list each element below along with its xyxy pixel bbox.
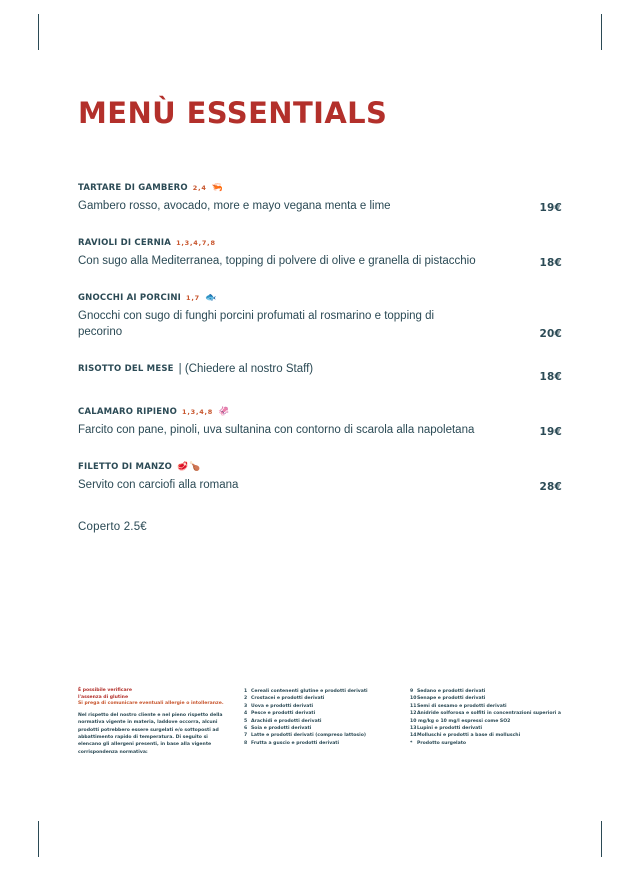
legend-item-symbol: *	[410, 740, 413, 746]
menu-item-allergens: 1,3,4,7,8	[176, 239, 216, 247]
menu-item	[78, 461, 562, 493]
cover-charge: Coperto 2.5€	[78, 521, 147, 533]
menu-item	[78, 363, 562, 383]
legend-item	[244, 703, 396, 710]
menu-item-name: RISOTTO DEL MESE	[78, 364, 174, 374]
legend-column-a	[244, 688, 396, 756]
legend-item-symbol: 4	[244, 711, 248, 717]
legend-item	[244, 725, 396, 732]
menu-item-allergens: 1,3,4,8	[182, 408, 214, 416]
legend-item-symbol: 8	[244, 740, 248, 746]
legend-item-symbol: 12	[410, 711, 417, 717]
meat-icon: 🥩🍗	[177, 462, 202, 472]
legend-item-symbol: 2	[244, 696, 248, 702]
legend-item-text: Latte e prodotti derivati (compreso lattosio)	[251, 733, 366, 739]
legend-item-text: Cereali contenenti glutine e prodotti derivati	[251, 689, 368, 694]
legend-item	[244, 732, 396, 739]
menu-item-description: Gnocchi con sugo di funghi porcini profumati al rosmarino e topping di pecorino	[78, 310, 435, 338]
legend-item-symbol: 13	[410, 726, 417, 732]
fish-icon: 🐟	[204, 293, 218, 303]
legend-item	[410, 710, 562, 725]
legend-allergy-note: Si prega di comunicare eventuali allergie o intolleranze.	[78, 701, 224, 707]
menu-item-description: Gambero rosso, avocado, more e mayo vegana menta e lime	[78, 200, 391, 212]
menu-item-description: Farcito con pane, pinoli, uva sultanina con contorno di scarola alla napoletana	[78, 424, 475, 436]
menu-item-name: FILETTO DI MANZO	[78, 462, 173, 472]
legend-item-symbol: 5	[244, 718, 248, 724]
legend-item-symbol: 3	[244, 703, 248, 709]
legend-item-text: Sedano e prodotti derivati	[417, 689, 486, 694]
legend-item	[244, 718, 396, 725]
menu-item	[78, 237, 562, 269]
menu-item-list	[78, 182, 562, 493]
legend-item-symbol: 11	[410, 703, 417, 709]
menu-item-name: TARTARE DI GAMBERO	[78, 183, 188, 193]
legend-item-text: Frutta a guscio e prodotti derivati	[251, 740, 340, 746]
legend-item-symbol: 9	[410, 689, 414, 694]
legend-item-text: Uova e prodotti derivati	[251, 703, 314, 709]
legend-item	[244, 688, 396, 695]
menu-item-price: 19€	[539, 202, 562, 214]
legend-item-symbol: 7	[244, 733, 248, 739]
menu-item-header	[78, 237, 562, 250]
legend-item-text: Semi di sesamo e prodotti derivati	[417, 703, 507, 709]
squid-icon: 🦑	[218, 407, 231, 417]
menu-item	[78, 406, 562, 438]
menu-item-price: 20€	[539, 328, 562, 340]
menu-item-description: Servito con carciofi alla romana	[78, 479, 239, 491]
menu-item-header	[78, 292, 562, 305]
menu-item	[78, 292, 562, 340]
menu-item-allergens: 2,4	[192, 184, 207, 192]
menu-item-name: CALAMARO RIPIENO	[78, 407, 178, 417]
legend-item-symbol: 6	[244, 726, 248, 732]
menu-item-header	[78, 363, 562, 376]
legend-item-text: Arachidi e prodotti derivati	[251, 718, 322, 724]
legend-item-text: Soia e prodotti derivati	[251, 726, 312, 732]
menu-item-name: GNOCCHI AI PORCINI	[78, 293, 182, 303]
legend-note-body: Nel rispetto del nostro cliente e nel pieno rispetto della normativa vigente in materia, laddove occorra, alcuni prodotti potrebbero essere surgelati e/o sottoposti ad abbattimento rapido di temperatura. Di seguito si elencano gli allergeni presenti, in base alla vigente corrispondenza normativa:	[78, 712, 223, 755]
legend-warning-title: È possibile verificare	[78, 688, 132, 693]
legend-item-text: Pesce e prodotti derivati	[251, 711, 316, 717]
legend-item-text: Lupini e prodotti derivati	[417, 726, 483, 732]
legend-item-symbol: 14	[410, 733, 417, 739]
legend-item	[410, 740, 562, 747]
legend-item-symbol: 1	[244, 689, 248, 694]
menu-item-price: 19€	[539, 426, 562, 438]
menu-item-price: 28€	[539, 481, 562, 493]
page-title: MENÙ ESSENTIALS	[78, 96, 388, 130]
legend-item	[410, 732, 562, 739]
legend-item-text: Prodotto surgelato	[417, 740, 467, 746]
legend-item-text: Crostacei e prodotti derivati	[251, 696, 325, 702]
menu-item-allergens: 1,7	[186, 294, 200, 302]
legend-item	[244, 710, 396, 717]
allergen-legend	[78, 688, 562, 756]
legend-item-symbol: 10	[410, 696, 417, 702]
legend-item	[244, 740, 396, 747]
legend-item	[244, 695, 396, 702]
menu-item-header	[78, 461, 562, 474]
menu-item	[78, 182, 562, 214]
legend-warning-subtitle: l'assenza di glutine	[78, 694, 129, 700]
legend-item	[410, 688, 562, 695]
legend-item-text: Molluschi e prodotti a base di molluschi	[417, 733, 521, 739]
legend-column-b	[410, 688, 562, 756]
menu-item-description: Con sugo alla Mediterranea, topping di polvere di olive e granella di pistacchio	[78, 255, 476, 267]
legend-note-column	[78, 688, 230, 756]
menu-item-price: 18€	[539, 257, 562, 269]
menu-item-name: RAVIOLI DI CERNIA	[78, 238, 172, 248]
menu-item-note: | (Chiedere al nostro Staff)	[178, 363, 314, 375]
legend-item	[410, 703, 562, 710]
shrimp-icon: 🦐	[211, 183, 224, 193]
legend-item	[410, 695, 562, 702]
legend-item	[410, 725, 562, 732]
menu-item-price: 18€	[539, 371, 562, 383]
legend-item-text: Anidride solforosa e solfiti in concentrazioni superiori a 10 mg/kg o 10 mg/l espressi come SO2	[410, 711, 562, 724]
menu-item-header	[78, 406, 562, 419]
menu-item-header	[78, 182, 562, 195]
legend-item-text: Senape e prodotti derivati	[417, 696, 486, 702]
